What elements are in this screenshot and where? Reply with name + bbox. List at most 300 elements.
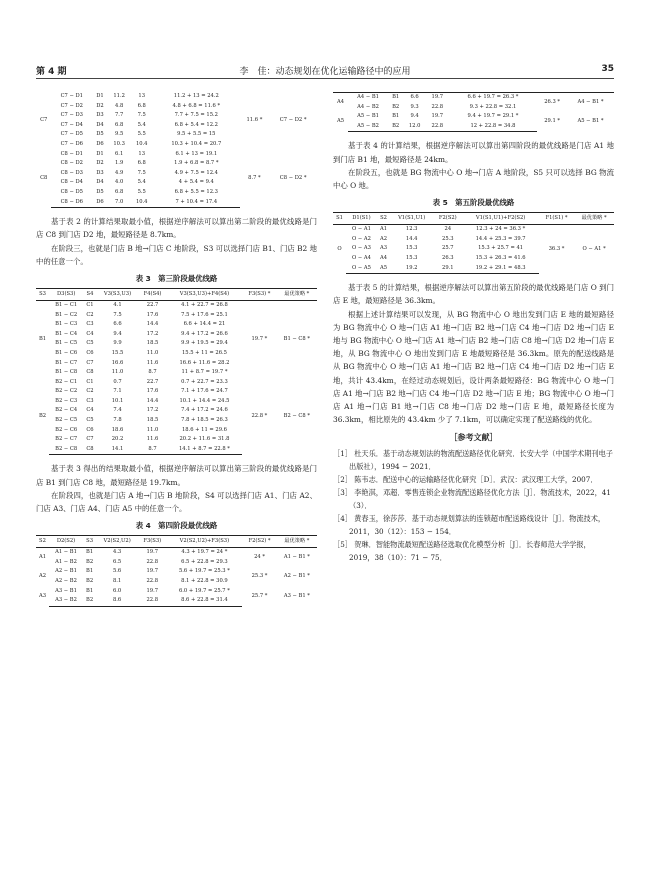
table-cell: 9.5 + 5.5 = 15 [177, 131, 216, 138]
table-cell: 14.4 [405, 235, 418, 242]
table-cell: 7.0 [108, 198, 131, 208]
table-cell: C2 [86, 388, 94, 395]
group-value: 25.3 * [251, 573, 268, 580]
table-row [36, 150, 317, 160]
table-cell: B1 − C6 [55, 349, 78, 356]
reference-list [333, 447, 614, 564]
left-column [36, 92, 317, 607]
table-cell: 11.2 + 13 = 24.2 [173, 93, 219, 99]
table-cell: C8 − D4 [60, 179, 83, 186]
running-header [36, 62, 614, 79]
table-cell: B1 [86, 549, 94, 556]
table-cell: A3 [379, 245, 388, 252]
paragraph: 基于表 3 得出的结果取最小值，根据逆序解法可以算出第三阶段的最优线路是门店 B1 到门店 C8 地，最短路径是 19.7km。 [36, 464, 317, 487]
table-cell: 17.2 [146, 407, 159, 414]
table-cell: 4.1 [113, 301, 122, 308]
table-3-caption: 表 3 第三阶段最优线路 [135, 273, 218, 283]
column-header: F2(S2) * [242, 536, 276, 548]
table-cell: A4 − B1 [357, 94, 379, 100]
table-cell: 6.8 + 5.4 = 12.2 [174, 121, 218, 128]
table-cell: 10.4 [135, 140, 148, 147]
table-cell: C8 [86, 369, 94, 376]
table-3 [36, 288, 317, 456]
table-cell: 14.4 [146, 321, 159, 328]
reference-item: ［3］ 李艳淇，邓超．零售连锁企业物流配送路径优化方法［J］．物流技术，2022，41（3）． [333, 488, 611, 511]
table-cell: 8.1 + 22.8 = 30.9 [181, 578, 228, 585]
table-cell: 8.6 + 22.8 = 31.4 [166, 596, 242, 606]
table-cell: 14.4 [146, 397, 159, 404]
table-row [333, 112, 614, 122]
table-cell: 14.1 [97, 445, 139, 455]
table-cell: 7.8 [113, 417, 122, 424]
table-cell: D1 [96, 93, 104, 99]
group-best: O − A1 * [582, 245, 606, 252]
table-cell: 5.5 [137, 188, 146, 195]
table-cell: 10.1 + 14.4 = 24.5 [179, 397, 230, 404]
table-cell: 7.1 [113, 388, 122, 395]
column-header: F2(S2) [433, 213, 462, 225]
group-best: C8 − D2 * [279, 174, 307, 181]
table-cell: 12.3 + 24 = 36.3 * [475, 226, 526, 233]
table-cell: 11.0 [146, 426, 159, 433]
column-header: S3 [36, 288, 49, 300]
table-cell: 4.3 + 19.7 = 24 * [181, 549, 228, 556]
group-value: 11.6 * [246, 116, 263, 123]
table-cell: B1 − C8 [55, 369, 78, 376]
table-cell: 10.1 [111, 397, 124, 404]
table-cell: C7 − D4 [60, 121, 83, 128]
table-row [36, 378, 317, 388]
table-cell: 22.8 [146, 578, 159, 585]
table-cell: 17.6 [146, 311, 159, 318]
table-cell: D2 [96, 102, 104, 109]
table-cell: 17.2 [146, 330, 159, 337]
table-cell: 22.8 [146, 558, 159, 565]
table-cell: 16.6 + 11.6 = 28.2 [179, 359, 230, 366]
table-cell: 13 [138, 150, 146, 157]
header-row [333, 213, 614, 225]
table-cell: B1 [86, 568, 94, 575]
group-value: 8.7 * [248, 174, 261, 181]
group-label: A3 [38, 592, 46, 599]
table-cell: 11.6 [146, 436, 159, 443]
group-value: 26.3 * [544, 98, 560, 105]
table-cell: D3 [96, 112, 104, 119]
table-cell: 6.6 + 19.7 = 26.3 * [467, 94, 519, 100]
table-row [333, 93, 614, 103]
column-header: D2(S2) [49, 536, 83, 548]
column-header: S2 [36, 536, 49, 548]
column-header: S1 [333, 213, 346, 225]
table-cell: 6.5 + 22.8 = 29.3 [181, 558, 228, 565]
table-cell: 9.4 [410, 113, 419, 120]
reference-item: ［1］ 杜天乐．基于动态规划法的物流配送路径优化研究．长安大学（中国学术期刊电子出版社），1994 − 2021． [333, 449, 613, 472]
table-cell: A5 − B1 [357, 113, 379, 120]
table-cell: 4.3 [112, 549, 122, 556]
table-cell: B2 − C2 [55, 388, 78, 395]
table-cell: 22.8 [426, 122, 449, 132]
table-cell: O − A3 [351, 245, 371, 252]
group-label: O [337, 245, 342, 252]
group-value: 29.1 * [544, 118, 560, 125]
reference-item: ［2］ 陈韦志．配送中心的运输路径优化研究［D］．武汉：武汉理工大学，2007． [333, 475, 598, 485]
table-cell: 4.1 + 22.7 = 26.8 [181, 301, 228, 308]
paragraph: 在阶段四，也就是门店 A 地→门店 B 地阶段，S4 可以选择门店 A1、门店 A2、门店 A3、门店 A4、门店 A5 中的任意一个。 [36, 490, 317, 514]
table-cell: C8 − D2 [60, 160, 83, 167]
table-cell: 15.3 [405, 254, 418, 261]
group-best: A4 − B1 * [577, 98, 604, 105]
group-label: C8 [40, 174, 48, 181]
column-header: V3(S3,U3) [97, 288, 139, 300]
table-cell: 4 + 5.4 = 9.4 [178, 179, 214, 186]
table-cell: D4 [96, 121, 104, 128]
table-cell: 19.2 [390, 264, 433, 274]
column-header: S4 [83, 288, 96, 300]
running-title: 李 佳：动态规划在优化运输路径中的应用 [239, 67, 411, 77]
table-cell: D5 [96, 188, 104, 195]
table-cell: D1 [96, 150, 104, 157]
table-cell: 19.7 [431, 94, 444, 100]
table-cell: 14.4 + 25.3 = 39.7 [475, 235, 526, 242]
table-cell: 7.5 [113, 311, 122, 318]
table-cell: 18.6 + 11 = 29.6 [181, 426, 227, 433]
table-cell: C8 − D1 [60, 150, 83, 157]
table-cell: A4 [379, 254, 388, 261]
table-cell: B2 − C5 [55, 417, 78, 424]
table-5-caption: 表 5 第五阶段最优线路 [432, 198, 515, 208]
table-cell: D6 [92, 198, 108, 208]
reference-item: ［4］ 黄春玉，徐莎莎．基于动态规划算法的连锁超市配送路线设计［J］．物流技术，2011，30（12）：153 − 154． [333, 514, 606, 537]
table-cell: 7.4 [113, 407, 122, 414]
table-row [36, 548, 317, 558]
table-cell: C7 [86, 359, 94, 366]
table-cell: C4 [86, 407, 94, 414]
table-cell: 6.5 [112, 558, 122, 565]
table-cell: D3 [96, 169, 104, 176]
column-header: F3(S3) [138, 536, 166, 548]
group-label: A2 [38, 573, 46, 580]
table-cell: 9.9 [113, 340, 122, 347]
table-cell: B2 − C8 [49, 445, 83, 455]
table-cell: C4 [86, 330, 94, 337]
table-cell: A5 − B2 [348, 122, 388, 132]
table-cell: 6.6 [113, 321, 122, 328]
group-best: B1 − C8 * [283, 335, 310, 342]
table-cell: 8.6 [96, 596, 138, 606]
table-row [36, 587, 317, 597]
table-cell: C8 − D3 [60, 169, 83, 176]
table-cell: C1 [86, 378, 94, 385]
column-header: V2(S2,U2) [96, 536, 138, 548]
table-cell: A2 − B2 [55, 578, 77, 585]
table-cell: 0.7 [113, 378, 122, 385]
table-cell: 5.6 [112, 568, 122, 575]
table-4-continued [333, 92, 614, 132]
table-cell: O − A5 [346, 264, 377, 274]
column-header: 最优策略 * [574, 213, 614, 225]
table-cell: 6.1 + 13 = 19.1 [175, 150, 218, 157]
table-cell: B2 [392, 103, 400, 110]
table-4-caption: 表 4 第四阶段最优线路 [135, 521, 218, 531]
table-cell: 6.6 + 14.4 = 21 [183, 321, 226, 328]
group-value: 19.7 * [251, 335, 268, 342]
reference-item: ［5］ 贺琳．智能物流最短配送路径选取优化模型分析［J］．长春师范大学学报，2019，38（10）：71 − 75． [333, 540, 591, 563]
table-cell: 19.7 [146, 549, 159, 556]
table-cell: 10.3 + 10.4 = 20.7 [171, 140, 222, 147]
table-cell: B2 − C3 [55, 397, 78, 404]
table-cell: 12.0 [403, 122, 426, 132]
table-cell: 8.7 [148, 369, 157, 376]
table-cell: B1 − C7 [55, 359, 78, 366]
table-cell: 15.3 [405, 245, 418, 252]
table-cell: 11.0 [111, 369, 124, 376]
table-cell: 11.2 [113, 93, 125, 99]
table-cell: C7 − D5 [60, 131, 83, 138]
table-cell: C8 − D5 [60, 188, 83, 195]
table-cell: 22.7 [146, 301, 159, 308]
table-cell: 15.5 + 11 = 26.5 [181, 349, 227, 356]
table-cell: B1 − C2 [55, 311, 78, 318]
references-heading: ［参考文献］ [449, 433, 498, 443]
table-cell: C6 [86, 426, 94, 433]
table-cell: B1 − C3 [55, 321, 78, 328]
table-cell: C6 [86, 349, 94, 356]
header-row [36, 536, 317, 548]
table-cell: B2 − C7 [55, 436, 78, 443]
table-cell: 7.1 + 17.6 = 24.7 [181, 388, 228, 395]
table-cell: 26.3 [442, 254, 454, 261]
table-cell: 6.8 [137, 160, 146, 167]
table-cell: C2 [86, 311, 94, 318]
table-cell: 5.6 + 19.7 = 25.3 * [178, 568, 230, 575]
table-cell: 13 [138, 93, 146, 99]
table-row [333, 225, 614, 235]
table-cell: C1 [86, 301, 94, 308]
right-column [333, 92, 614, 564]
table-cell: A4 − B2 [357, 103, 379, 110]
table-cell: B2 − C6 [55, 426, 78, 433]
table-row [36, 300, 317, 310]
column-header: 最优策略 * [277, 288, 317, 300]
table-cell: B2 [86, 578, 94, 585]
group-best: C7 − D2 * [279, 116, 307, 123]
table-cell: 15.3 + 25.7 = 41 [478, 245, 524, 252]
table-cell: 6.8 + 5.5 = 12.3 [174, 188, 218, 195]
table-cell: C3 [86, 321, 94, 328]
column-header: V1(S1,U1)+F2(S2) [462, 213, 538, 225]
group-value: 22.8 * [251, 412, 268, 419]
table-cell: 1.9 + 6.8 = 8.7 * [174, 160, 219, 167]
group-value: 25.7 * [251, 592, 268, 599]
column-header: V2(S2,U2)+F3(S3) [166, 536, 242, 548]
table-cell: 15.3 + 26.3 = 41.6 [475, 254, 526, 261]
table-cell: 22.7 [146, 378, 159, 385]
table-cell: 18.5 [146, 417, 159, 424]
table-cell: C8 − D6 [51, 198, 92, 208]
table-cell: 18.5 [146, 340, 159, 347]
group-label: C7 [40, 116, 48, 123]
table-cell: 22.8 [431, 103, 444, 110]
table-row [36, 92, 317, 102]
table-cell: 20.2 + 11.6 = 31.8 [179, 436, 230, 443]
table-cell: B1 − C1 [55, 301, 78, 308]
table-cell: 25.7 [442, 245, 454, 252]
table-cell: A1 − B2 [55, 558, 77, 565]
table-cell: 6.1 [115, 150, 124, 157]
table-cell: A1 − B1 [55, 549, 77, 556]
table-cell: O − A2 [351, 235, 371, 242]
group-value: 36.3 * [548, 245, 565, 252]
table-cell: A2 − B1 [55, 568, 77, 575]
table-cell: 11 + 8.7 = 19.7 * [181, 369, 228, 376]
table-cell: 4.8 [115, 102, 124, 109]
table-cell: 18.6 [111, 426, 124, 433]
group-label: A1 [38, 554, 46, 561]
paragraph: 基于表 5 的计算结果，根据逆序解法可以算出第五阶段的最优线路是门店 O 到门店 E 地，最短路径是 36.3km。 [333, 283, 614, 306]
table-cell: B2 − C4 [55, 407, 78, 414]
table-cell: 9.4 + 17.2 = 26.6 [181, 330, 228, 337]
table-cell: 7.4 + 17.2 = 24.6 [181, 407, 228, 414]
table-cell: B2 [86, 558, 94, 565]
column-header: V3(S3,U3)+F4(S4) [167, 288, 243, 300]
table-cell: 5.5 [137, 131, 146, 138]
table-cell: 5.4 [137, 121, 146, 128]
table-cell: A5 [377, 264, 390, 274]
table-cell: 10.3 [113, 140, 125, 147]
table-cell: 7.7 [115, 112, 124, 119]
page-number: 35 [601, 64, 614, 74]
table-cell: 19.7 [146, 587, 159, 594]
table-cell: O − A1 [351, 226, 371, 233]
table-cell: 12 + 22.8 = 34.8 [449, 122, 538, 132]
issue-number: 第 4 期 [36, 67, 67, 77]
table-cell: 4.8 + 6.8 = 11.6 * [172, 102, 221, 109]
table-cell: 1.9 [115, 160, 124, 167]
header-row [36, 288, 317, 300]
table-cell: C7 [86, 436, 94, 443]
table-cell: B2 [388, 122, 403, 132]
table-cell: 9.4 + 19.7 = 29.1 * [467, 113, 519, 120]
table-cell: C7 − D6 [60, 140, 83, 147]
table-cell: 9.3 + 22.8 = 32.1 [469, 103, 517, 110]
table-cell: A3 − B2 [49, 596, 83, 606]
column-header: F1(S1) * [539, 213, 574, 225]
table-cell: 0.7 + 22.7 = 23.3 [181, 378, 228, 385]
group-label: A4 [337, 98, 345, 105]
table-cell: 22.8 [138, 596, 166, 606]
table-cell: 25.3 [442, 235, 454, 242]
table-cell: 14.1 + 8.7 = 22.8 * [167, 445, 243, 455]
table-cell: 11.0 [146, 349, 159, 356]
table-cell: 29.1 [433, 264, 462, 274]
table-cell: A3 − B1 [55, 587, 77, 594]
column-header: V1(S1,U1) [390, 213, 433, 225]
table-cell: B1 [392, 94, 400, 100]
column-header: 最优策略 * [277, 536, 317, 548]
group-best: A3 − B1 * [283, 592, 310, 599]
table-cell: D2 [96, 160, 104, 167]
group-label: A5 [337, 118, 345, 125]
table-cell: B2 [83, 596, 96, 606]
table-cell: 12.3 [405, 226, 418, 233]
table-cell: 8.1 [112, 578, 122, 585]
table-cell: 17.6 [146, 388, 159, 395]
table-cell: O − A4 [351, 254, 371, 261]
group-best: A1 − B1 * [283, 554, 310, 561]
table-cell: 6.8 [115, 188, 124, 195]
table-cell: 19.2 + 29.1 = 48.3 [462, 264, 538, 274]
table-cell: B2 − C1 [55, 378, 78, 385]
table-cell: D4 [96, 179, 104, 186]
table-cell: 6.0 [112, 587, 122, 594]
table-5 [333, 212, 614, 274]
group-best: A5 − B1 * [577, 118, 604, 125]
table-cell: 7.8 + 18.5 = 26.3 [181, 417, 228, 424]
table-cell: 7.5 [137, 169, 146, 176]
paragraph: 在阶段五，也就是 BG 物流中心 O 地→门店 A 地阶段，S5 只可以选择 BG 物流中心 O 地。 [333, 167, 614, 190]
table-cell: 9.4 [113, 330, 122, 337]
column-header: S3 [83, 536, 96, 548]
table-cell: 16.6 [111, 359, 124, 366]
table-row [36, 567, 317, 577]
table-cell: 6.0 + 19.7 = 25.7 * [178, 587, 230, 594]
table-cell: C8 [83, 445, 96, 455]
table-cell: A1 [379, 226, 388, 233]
table-cell: B1 − C5 [55, 340, 78, 347]
group-value: 24 * [254, 554, 265, 561]
table-cell: 11.6 [146, 359, 159, 366]
table-cell: A2 [379, 235, 388, 242]
paragraph: 在阶段三，也就是门店 B 地→门店 C 地阶段，S3 可以选择门店 B1、门店 B2 地中的任意一个。 [36, 243, 317, 266]
table-cell: 9.3 [410, 103, 419, 110]
table-cell: B1 [86, 587, 94, 594]
table-cell: C3 [86, 397, 94, 404]
table-2-continued [36, 92, 317, 208]
column-header: F3(S3) * [242, 288, 276, 300]
group-best: A2 − B1 * [283, 573, 310, 580]
table-cell: 10.4 [130, 198, 153, 208]
column-header: F4(S4) [138, 288, 166, 300]
table-cell: C5 [86, 417, 94, 424]
table-cell: 6.6 [410, 94, 419, 100]
column-header: S2 [377, 213, 390, 225]
column-header: D3(S3) [49, 288, 83, 300]
table-cell: D6 [96, 140, 104, 147]
table-cell: 6.8 [137, 102, 146, 109]
table-cell: 9.5 [115, 131, 124, 138]
table-cell: 9.9 + 19.5 = 29.4 [181, 340, 228, 347]
table-cell: C7 − D1 [60, 93, 83, 99]
paragraph: 基于表 4 的计算结果，根据逆序解法可以算出第四阶段的最优线路是门店 A1 地到门店 B1 地，最短路径是 24km。 [333, 141, 614, 164]
group-label: B2 [38, 412, 47, 419]
table-cell: D5 [96, 131, 104, 138]
table-cell: C7 − D2 [60, 102, 83, 109]
table-cell: 8.7 [138, 445, 166, 455]
table-cell: 20.2 [111, 436, 124, 443]
table-cell: 5.4 [137, 179, 146, 186]
table-cell: 4.9 + 7.5 = 12.4 [174, 169, 218, 176]
table-cell: 7 + 10.4 = 17.4 [153, 198, 240, 208]
table-cell: C7 − D3 [60, 112, 83, 119]
table-cell: 19.7 [146, 568, 159, 575]
table-cell: B1 [392, 113, 400, 120]
table-cell: 24 [444, 226, 452, 233]
table-cell: 7.5 [137, 112, 146, 119]
table-cell: 15.5 [111, 349, 124, 356]
paragraph: 根据上述计算结果可以发现，从 BG 物流中心 O 地出发到门店 E 地的最短路径为 BG 物流中心 O 地→门店 A1 地→门店 B2 地→门店 C4 地→门店 D2 地→门店 E 地与 BG 物流中心 O 地→门店 A1 地→门店 B2 地→门店 C8 地→门店 D2 地→门店 E 地，从 BG 物流中心 O 地出发到门店 E 地最短路径是 36.3km。原先的配送线路是从 BG 物流中心 O 地→门店 A1 地→门店 B2 地→门店 C4 地→门店 D2 地→门店 E 地，共计 43.4km，在经过动态规划后，设计两条最短路径：BG 物流中心 O 地→门店 A1 地→门店 B2 地→门店 C4 地→门店 D2 地→门店 E 地；BG 物流中心 O 地→门店 A1 地→门店 B1 地→门店 C8 地→门店 D2 地→门店 E 地，最短路径长度为 36.3km，相比原先的 43.4km 少了 7.1km，可以确定实现了配送路线的优化。 [333, 309, 614, 425]
table-cell: 19.7 [431, 113, 444, 120]
group-best: B2 − C8 * [283, 412, 310, 419]
